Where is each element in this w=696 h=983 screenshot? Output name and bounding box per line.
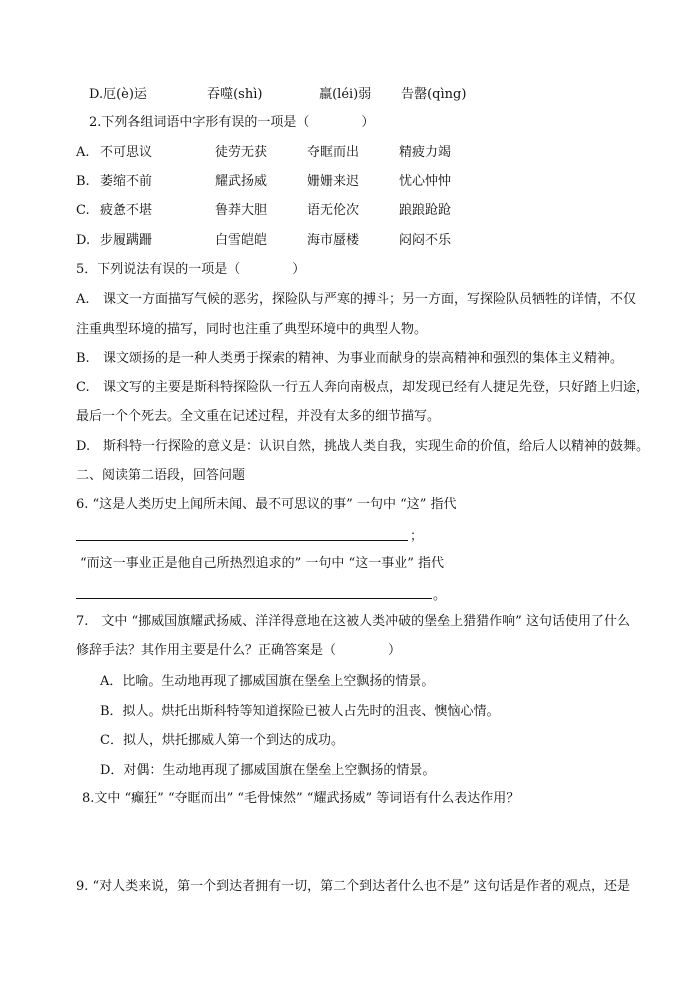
q5-option-d-line-1: 斯科特一行探险的意义是：认识自然，挑战人类自我，实现生命的价值，给后人以精神的鼓舞。: [103, 439, 650, 454]
q5-option-b-line-1: 课文颂扬的是一种人类勇于探索的精神、为事业而献身的崇高精神和强烈的集体主义精神。: [103, 351, 624, 366]
q5-option-c-line-1: 课文写的主要是斯科特探险队一行五人奔向南极点，却发现已经有人捷足先登，只好踏上归途，: [103, 380, 650, 395]
q5-option-b: [76, 350, 623, 368]
q2-stem: 2.下列各组词语中字形有误的一项是（ ）: [89, 115, 375, 130]
q6-line-2: “而这一事业正是他自己所热烈追求的” 一句中 “这一事业” 指代: [80, 556, 444, 571]
q2-option-c: [76, 202, 451, 220]
q2-option-a-word-4: 精疲力竭: [399, 145, 452, 160]
q1-option-d-item-4: 告罄(qìng): [401, 87, 467, 102]
q6-answer-blank-2[interactable]: [76, 598, 432, 599]
q2-option-a: [76, 144, 451, 162]
q5-option-d: [76, 438, 649, 456]
q5-option-a-line-2: 注重典型环境的描写，同时也注重了典型环境中的典型人物。: [76, 322, 428, 337]
q2-option-a-word-2: 徒劳无获: [215, 145, 268, 160]
q1-option-d-item-3: 羸(léi)弱: [319, 87, 372, 102]
q1-option-d-item-1: 厄(è)运: [103, 87, 147, 102]
q5-option-b-label: B.: [76, 351, 90, 366]
q6-end-2: 。: [433, 588, 447, 603]
q6-answer-blank-1[interactable]: [76, 540, 408, 541]
q5-stem: 5．下列说法有误的一项是（ ）: [76, 262, 306, 277]
q2-option-d: [76, 232, 451, 250]
q5-option-a: [76, 291, 636, 309]
q2-option-d-word-2: 白雪皑皑: [215, 233, 268, 248]
q1-option-d-item-2: 吞噬(shì): [207, 87, 263, 102]
q7-option-c: C．拟人，烘托挪威人第一个到达的成功。: [100, 733, 344, 748]
q6-line-1: 6. “这是人类历史上闻所未闻、最不可思议的事” 一句中 “这” 指代: [76, 497, 457, 512]
q5-option-a-line-1: 课文一方面描写气候的恶劣，探险队与严寒的搏斗；另一方面，写探险队员牺牲的详情，不仅: [103, 292, 637, 307]
q2-option-b: [76, 173, 451, 191]
q2-option-d-word-4: 闷闷不乐: [399, 233, 452, 248]
q6-end-1: ；: [410, 529, 424, 544]
q7-option-b: B．拟人。烘托出斯科特等知道探险已被人占先时的沮丧、懊恼心情。: [100, 704, 500, 719]
q1-option-d-label: D.: [89, 87, 104, 102]
q2-option-d-label: D.: [76, 233, 91, 248]
q9-line-1: 9. “对人类来说，第一个到达者拥有一切，第二个到达者什么也不是” 这句话是作者的观点，还是: [76, 879, 630, 894]
q2-option-a-word-3: 夺眶而出: [307, 145, 360, 160]
q5-option-c-line-2: 最后一个个死去。全文重在记述过程，并没有太多的细节描写。: [76, 409, 441, 424]
q2-option-d-word-1: 步履蹒跚: [100, 233, 153, 248]
q1-option-d: [89, 86, 466, 104]
q5-option-c: [76, 379, 649, 397]
q2-option-c-word-2: 鲁莽大胆: [215, 203, 268, 218]
q2-option-b-label: B.: [76, 174, 90, 189]
q2-option-a-label: A.: [76, 145, 90, 160]
q7-option-a: A．比喻。生动地再现了挪威国旗在堡垒上空飘扬的情景。: [100, 674, 435, 689]
q2-option-c-label: C.: [76, 203, 90, 218]
q2-option-c-word-3: 语无伦次: [307, 203, 360, 218]
q2-option-b-word-3: 姗姗来迟: [307, 174, 360, 189]
q8-line-1: 8.文中 “癫狂” “夺眶而出” “毛骨悚然” “耀武扬威” 等词语有什么表达作用？: [82, 791, 520, 806]
q2-option-c-word-4: 踉踉跄跄: [399, 203, 452, 218]
q5-option-a-label: A.: [76, 292, 90, 307]
q2-option-c-word-1: 疲惫不堪: [100, 203, 153, 218]
q5-option-c-label: C.: [76, 380, 90, 395]
q7-line-2: 修辞手法？其作用主要是什么？正确答案是（ ）: [76, 643, 402, 658]
q2-option-b-word-4: 忧心忡忡: [399, 174, 452, 189]
section-heading: 二、阅读第二语段，回答问题: [76, 468, 246, 483]
q5-option-d-label: D.: [76, 439, 91, 454]
q2-option-b-word-2: 耀武扬威: [215, 174, 268, 189]
q7-option-d: D．对偶：生动地再现了挪威国旗在堡垒上空飘扬的情景。: [100, 763, 436, 778]
q2-option-b-word-1: 萎缩不前: [100, 174, 153, 189]
q7-line-1: 7. 文中 “挪威国旗耀武扬威、洋洋得意地在这被人类冲破的堡垒上猎猎作响” 这句话使用了什么: [76, 614, 630, 629]
q2-option-a-word-1: 不可思议: [100, 145, 153, 160]
q2-option-d-word-3: 海市蜃楼: [307, 233, 360, 248]
